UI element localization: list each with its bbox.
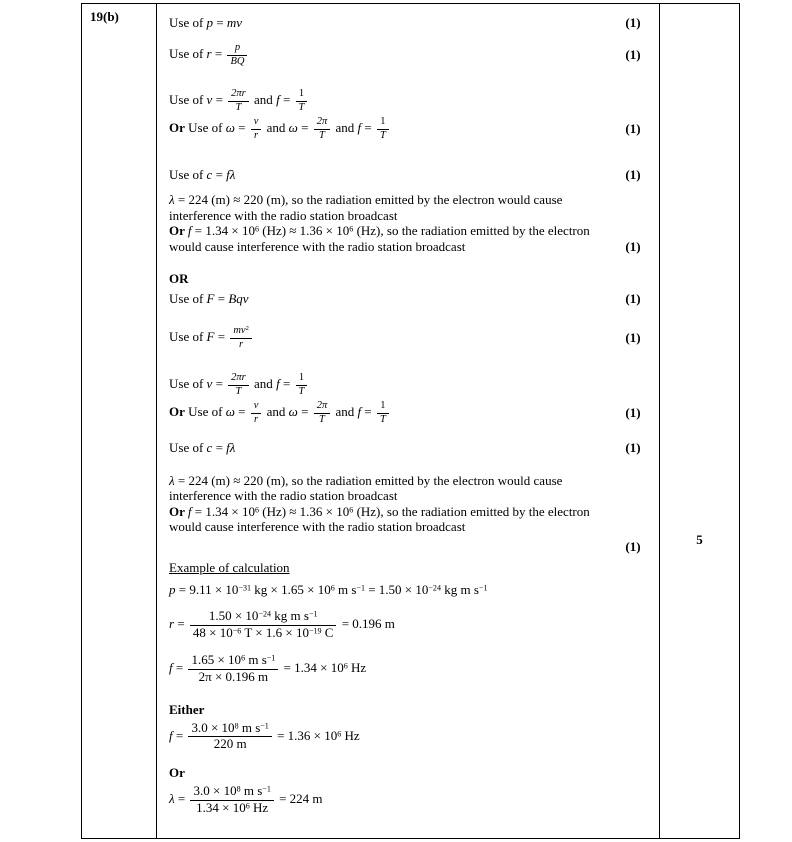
fraction: $\frac{v}{r}$: [251, 116, 262, 142]
marking-point-text: Or Use of ω = $\frac{v}{r}$ and ω = $\frac{2\pi}{T}$ and f = $\frac{1}{T}$: [169, 116, 613, 142]
marking-point-text: Use of F = Bqv: [169, 291, 249, 307]
question-number-cell: [82, 4, 157, 838]
question-number: 19(b): [90, 9, 119, 24]
marking-point-text: Use of v = $\frac{2\pi r}{T}$ and f = $\frac{1}{T}$: [169, 372, 613, 398]
fraction: $\frac{2\pi r}{T}$: [228, 88, 249, 114]
marking-point-row: [169, 166, 653, 184]
marking-point-text: Use of F = $\frac{mv^2}{r}$: [169, 325, 613, 351]
marking-point-text: Use of p = mv: [169, 15, 243, 30]
marking-point-text: [169, 542, 613, 552]
fraction: $\frac{1}{T}$: [377, 116, 389, 142]
total-mark-column: [660, 4, 739, 838]
marking-point-row: [169, 290, 653, 308]
marking-point-row: [169, 192, 653, 254]
marking-point-text: Or Use of ω = $\frac{v}{r}$ and ω = $\frac{2\pi}{T}$ and f = $\frac{1}{T}$: [169, 400, 613, 426]
marking-point-row: [169, 372, 653, 398]
fraction: $\frac{1}{T}$: [296, 88, 308, 114]
or-divider-row: [169, 270, 653, 288]
marking-point-row: [169, 473, 653, 535]
marking-point-row: [169, 116, 653, 142]
or-label-row: [169, 764, 653, 782]
marking-point-text: λ = 224 (m) ≈ 220 (m), so the radiation emitted by the electron would cause interference with the radio station broadcast Or $f = 1.34 \times 10^6$ $(Hz) \approx 1.36 \times 10^6$ (Hz), so the radiation emitted by the electron would cause interference with the radio station broadcast: [169, 472, 590, 535]
calculation-text: r = $\frac{1.50 \times 10^{-24} kg m s^{-1}}{48 \times 10^{-6} T \times 1.6 \times 10^{-19} C}$ = 0.196 m: [169, 607, 395, 640]
calculation-heading-row: [169, 559, 653, 577]
fraction: $\frac{2\pi r}{T}$: [228, 372, 249, 398]
fraction: $\frac{2\pi}{T}$: [314, 400, 331, 426]
calculation-heading: Example of calculation: [169, 559, 290, 575]
or-divider-text: OR: [169, 271, 189, 287]
calculation-text: f = $\frac{1.65 \times 10^6 m s^{-1}}{2\pi \times 0.196 m}$ = $1.34 \times 10^6$ Hz: [169, 651, 367, 684]
mark-value: (1): [625, 47, 641, 63]
marking-point-row: [169, 42, 653, 68]
fraction: $\frac{1.65 \times 10^6 m s^{-1}}{2\pi \times 0.196 m}$: [188, 653, 278, 685]
either-label: Either: [169, 701, 205, 717]
mark-value: (1): [625, 15, 641, 30]
fraction: $\frac{1}{T}$: [377, 400, 389, 426]
mark-only-row: [169, 539, 653, 555]
fraction: $\frac{3.0 \times 10^8 m s^{-1}}{1.34 \times 10^6 Hz}$: [190, 784, 273, 816]
marking-point-text: Use of c = fλ: [169, 439, 236, 455]
total-mark: 5: [696, 532, 703, 547]
mark-value: (1): [625, 291, 641, 307]
mark-value: (1): [625, 439, 641, 455]
calculation-text: f = $\frac{3.0 \times 10^8 m s^{-1}}{220 m}$ = $1.36 \times 10^6$ Hz: [169, 719, 360, 752]
calculation-row: [169, 784, 653, 816]
marking-point-text: Use of r = $\frac{p}{BQ}$: [169, 42, 613, 68]
mark-scheme-table: [81, 3, 740, 839]
mark-value: (1): [625, 121, 641, 137]
marking-point-text: λ = 224 (m) ≈ 220 (m), so the radiation emitted by the electron would cause interference with the radio station broadcast Or $f = 1.34 \times 10^6$ $(Hz) \approx 1.36 \times 10^6$ (Hz), so the radiation emitted by the electron would cause interference with the radio station broadcast: [169, 192, 590, 254]
calculation-text: λ = $\frac{3.0 \times 10^8 m s^{-1}}{1.34 \times 10^6 Hz}$ = 224 m: [169, 783, 323, 816]
marking-point-row: [169, 14, 653, 32]
mark-value: (1): [625, 404, 641, 420]
fraction: $\frac{2\pi}{T}$: [314, 116, 331, 142]
mark-value: (1): [625, 239, 641, 255]
fraction: $\frac{mv^2}{r}$: [230, 325, 252, 351]
calculation-row: [169, 721, 653, 753]
calculation-row: [169, 581, 653, 599]
marking-point-row: [169, 325, 653, 351]
calculation-row: [169, 653, 653, 685]
fraction: $\frac{3.0 \times 10^8 m s^{-1}}{220 m}$: [188, 721, 271, 753]
either-label-row: [169, 701, 653, 719]
mark-value: (1): [625, 167, 641, 183]
fraction: $\frac{p}{BQ}$: [227, 42, 247, 68]
mark-value: (1): [625, 330, 641, 346]
calculation-row: [169, 609, 653, 641]
marking-point-text: Use of v = $\frac{2\pi r}{T}$ and f = $\frac{1}{T}$: [169, 88, 613, 114]
or-label: Or: [169, 765, 185, 781]
calculation-text: $p = 9.11 \times 10^{-31}$ kg × $1.65 \times 10^6$ m $s^{-1} = 1.50 \times 10^{-24}$ kg m $s^{-1}$: [169, 581, 488, 597]
mark-value: (1): [625, 538, 641, 554]
fraction: $\frac{v}{r}$: [251, 400, 262, 426]
fraction: $\frac{1}{T}$: [296, 372, 308, 398]
fraction: $\frac{1.50 \times 10^{-24} kg m s^{-1}}{48 \times 10^{-6} T \times 1.6 \times 10^{-19} C}$: [190, 609, 337, 641]
marking-point-row: [169, 439, 653, 457]
marking-point-row: [169, 88, 653, 114]
marking-point-row: [169, 400, 653, 426]
answer-column: [157, 4, 660, 838]
marking-point-text: Use of c = fλ: [169, 167, 236, 183]
